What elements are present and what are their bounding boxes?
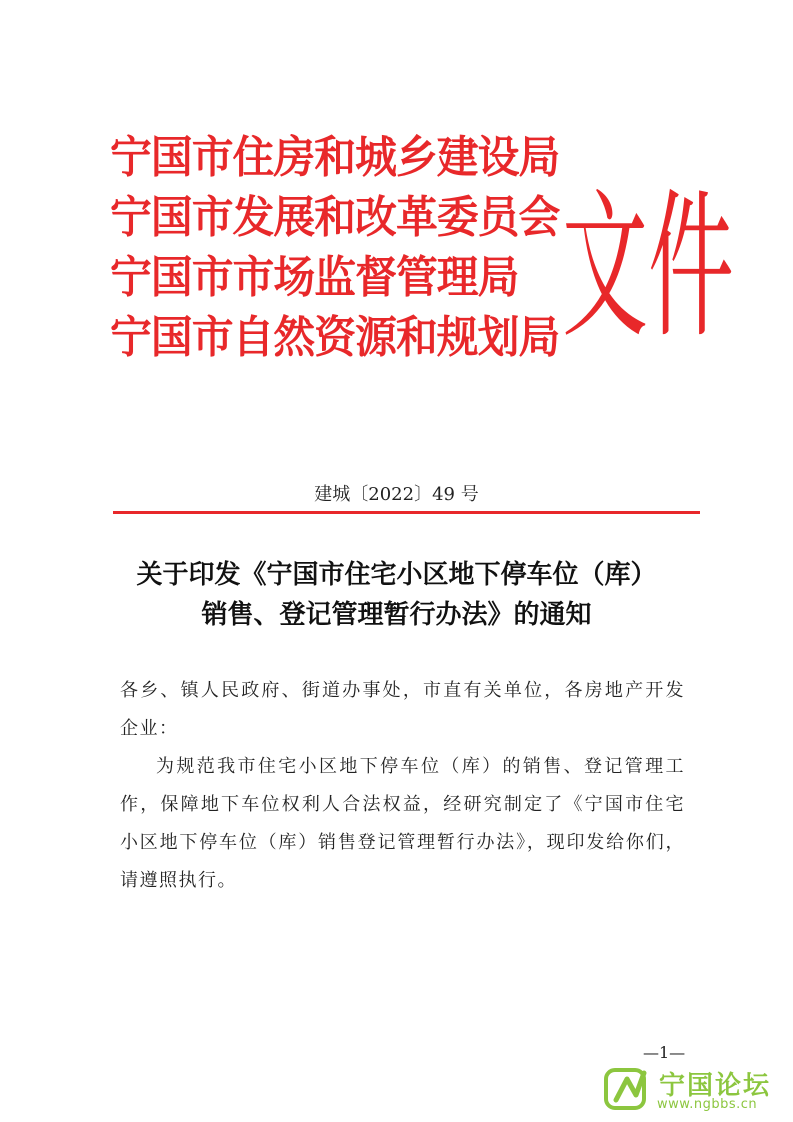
issuer-2: 宁国市发展和改革委员会 bbox=[110, 192, 560, 243]
document-title bbox=[0, 555, 793, 635]
document-number: 建城〔2022〕49 号 bbox=[314, 484, 479, 505]
document-body bbox=[120, 672, 685, 900]
watermark bbox=[603, 1065, 783, 1115]
red-divider bbox=[113, 511, 700, 514]
addressee: 各乡、镇人民政府、街道办事处，市直有关单位，各房地产开发企业： bbox=[120, 680, 685, 739]
document-label: 文件 bbox=[562, 175, 734, 361]
issuer-3: 宁国市市场监督管理局 bbox=[110, 252, 519, 303]
page-number: —1— bbox=[643, 1043, 686, 1062]
watermark-name: 宁国论坛 bbox=[659, 1071, 772, 1101]
issuer-block bbox=[110, 128, 583, 368]
body-paragraph: 为规范我市住宅小区地下停车位（库）的销售、登记管理工作，保障地下车位权利人合法权益，经研究制定了《宁国市住宅小区地下停车位（库）销售登记管理暂行办法》，现印发给你们，请遵照执行。 bbox=[120, 756, 685, 891]
title-line-1: 关于印发《宁国市住宅小区地下停车位（库） bbox=[136, 560, 657, 590]
ngbbs-logo-icon bbox=[603, 1065, 651, 1113]
title-line-2: 销售、登记管理暂行办法》的通知 bbox=[201, 600, 592, 630]
watermark-url: www.ngbbs.cn bbox=[657, 1097, 758, 1112]
issuer-1: 宁国市住房和城乡建设局 bbox=[110, 132, 560, 183]
issuer-4: 宁国市自然资源和规划局 bbox=[110, 312, 560, 363]
